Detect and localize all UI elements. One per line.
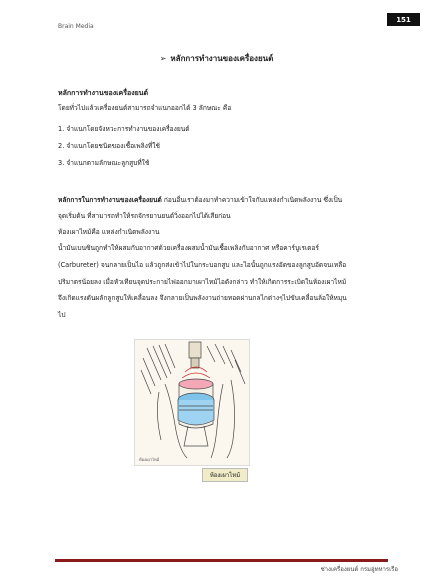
section2-paragraph-line: จุดเริ่มต้น ที่สามารถทำให้รถจักรยานยนต์วิ่งออกไปได้เสียก่อน bbox=[58, 212, 231, 220]
section2-paragraph-line: จึงเกิดแรงดันผลักลูกสูบให้เคลื่อนลง จึงกลายเป็นพลังงานถ่ายทอดผ่านกลไกต่างๆไปขับเคลื่อนล้อให้หมุน bbox=[58, 294, 347, 302]
piston-illustration bbox=[135, 340, 249, 465]
figure-caption: ห้องเผาไหม้ bbox=[202, 468, 248, 482]
section1-heading: หลักการทำงานของเครื่องยนต์ bbox=[58, 89, 149, 97]
section2-paragraph-line: (Carbureter) จนกลายเป็นไอ แล้วถูกส่งเข้าไปในกระบอกสูบ และไอนั้นถูกแรงอัดของลูกสูบอัดจนเหลือ bbox=[58, 261, 347, 269]
header-brand: Brain Media bbox=[58, 23, 94, 30]
section2-paragraph-line: น้ำมันเบนซินถูกทำให้ผสมกับอากาศด้วยเครื่องผสมน้ำมันเชื้อเพลิงกับอากาศ หรือคาร์บูเรเตอร์ bbox=[58, 244, 319, 252]
list-item: 1. จำแนกโดยจังหวะการทำงานของเครื่องยนต์ bbox=[58, 125, 190, 133]
arrow-bullet-icon: ➢ bbox=[159, 54, 167, 63]
section2-paragraph-line: ปริมาตรน้อยลง เมื่อหัวเทียนจุดประกายไฟออกมาเผาไหม้ไอดังกล่าว ทำให้เกิดการระเบิดในห้องเผาไหม้ bbox=[58, 278, 347, 286]
section2-paragraph-line bbox=[58, 196, 342, 204]
section2-line1-rest: ก่อนอื่นเราต้องมาทำความเข้าใจกับแหล่งกำเนิดพลังงาน ซึ่งเป็น bbox=[161, 196, 343, 204]
figure-inner-label: ห้องเผาไหม้ bbox=[139, 457, 160, 462]
combustion-chamber-figure bbox=[134, 339, 250, 466]
footer-text: ช่างเครื่องยนต์ กรมอู่ทหารเรือ bbox=[320, 566, 398, 573]
section1-intro: โดยทั่วไปแล้วเครื่องยนต์สามารถจำแนกออกได้ 3 ลักษณะ คือ bbox=[58, 104, 232, 112]
footer-rule bbox=[55, 559, 388, 562]
section2-paragraph-line: ไป bbox=[58, 311, 66, 319]
section2-paragraph-line: ห้องเผาไหม้คือ แหล่งกำเนิดพลังงาน bbox=[58, 228, 160, 236]
page-number: 151 bbox=[387, 13, 420, 26]
list-item: 2. จำแนกโดยชนิดของเชื้อเพลิงที่ใช้ bbox=[58, 142, 160, 150]
page-title-text: หลักการทำงานของเครื่องยนต์ bbox=[170, 54, 274, 63]
list-item: 3. จำแนกตามลักษณะลูกสูบที่ใช้ bbox=[58, 159, 150, 167]
page-title bbox=[0, 52, 433, 65]
section2-heading: หลักการในการทำงานของเครื่องยนต์ bbox=[58, 196, 162, 204]
